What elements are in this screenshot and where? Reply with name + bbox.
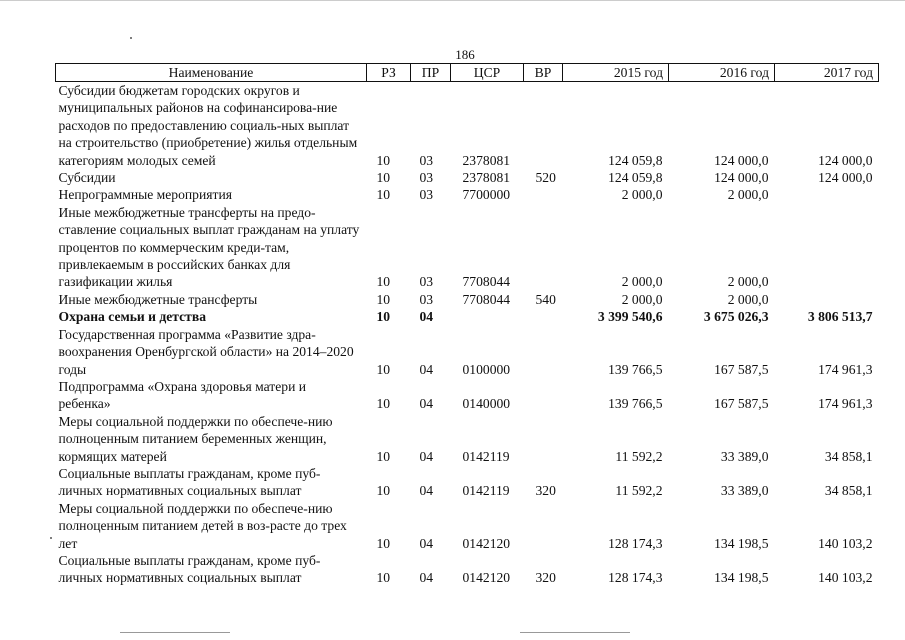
- row-name: Иные межбюджетные трансферты: [58, 291, 258, 307]
- row-amount-2016: 3 675 026,3: [703, 309, 769, 325]
- table-row: [56, 204, 879, 291]
- row-amount-2017: 3 806 513,7: [807, 309, 873, 325]
- row-csr: 0100000: [462, 361, 511, 377]
- row-amount-2016: 134 198,5: [714, 570, 769, 586]
- row-amount-2015: 128 174,3: [608, 535, 663, 551]
- header-2016: 2016 год: [669, 64, 775, 82]
- row-csr: 7708044: [462, 291, 511, 307]
- row-amount-2016: 124 000,0: [714, 152, 769, 168]
- row-rz: 10: [376, 309, 391, 325]
- row-amount-2015: 3 399 540,6: [597, 309, 663, 325]
- row-amount-2016: 2 000,0: [727, 274, 769, 290]
- row-amount-2016: 33 389,0: [720, 483, 769, 499]
- scan-artifact-line: [520, 632, 630, 633]
- header-name: Наименование: [56, 64, 367, 82]
- row-rz: 10: [376, 448, 391, 464]
- row-amount-2015: 124 059,8: [608, 152, 663, 168]
- row-rz: 10: [376, 570, 391, 586]
- row-amount-2016: 33 389,0: [720, 448, 769, 464]
- table-row: [56, 378, 879, 413]
- row-vr: [524, 378, 563, 413]
- row-csr: 0142120: [462, 535, 511, 551]
- row-pr: 04: [419, 309, 434, 325]
- row-amount-2017: [775, 204, 879, 291]
- table-row: [56, 552, 879, 587]
- row-amount-2015: 2 000,0: [621, 187, 663, 203]
- row-vr: [524, 308, 563, 325]
- header-2017: 2017 год: [775, 64, 879, 82]
- row-name: Подпрограмма «Охрана здоровья матери и ребенка»: [58, 378, 307, 412]
- row-amount-2017: 140 103,2: [818, 535, 873, 551]
- row-amount-2017: 124 000,0: [818, 170, 873, 186]
- row-rz: 10: [376, 170, 391, 186]
- row-csr: 7700000: [462, 187, 511, 203]
- row-amount-2015: 139 766,5: [608, 361, 663, 377]
- header-2015: 2015 год: [563, 64, 669, 82]
- row-vr: [524, 500, 563, 552]
- table-row: [56, 291, 879, 308]
- row-vr: [524, 186, 563, 203]
- row-csr: 0140000: [462, 396, 511, 412]
- row-pr: 03: [419, 170, 434, 186]
- row-pr: 04: [419, 483, 434, 499]
- row-amount-2016: 167 587,5: [714, 361, 769, 377]
- row-amount-2015: 2 000,0: [621, 291, 663, 307]
- budget-table: [55, 63, 879, 587]
- table-row: [56, 465, 879, 500]
- table-row: [56, 82, 879, 170]
- row-rz: 10: [376, 396, 391, 412]
- scan-speck: [50, 537, 52, 539]
- table-header-row: [56, 64, 879, 82]
- row-rz: 10: [376, 483, 391, 499]
- table-row: [56, 500, 879, 552]
- row-pr: 04: [419, 396, 434, 412]
- table-row: [56, 326, 879, 378]
- row-amount-2017: [775, 291, 879, 308]
- row-name: Меры социальной поддержки по обеспече-нию полноценным питанием детей в воз-расте до трех лет: [58, 500, 347, 551]
- header-csr: ЦСР: [451, 64, 524, 82]
- row-csr: 7708044: [462, 274, 511, 290]
- header-rz: РЗ: [367, 64, 411, 82]
- row-csr: 2378081: [462, 170, 511, 186]
- row-amount-2015: 124 059,8: [608, 170, 663, 186]
- row-name: Меры социальной поддержки по обеспече-нию полноценным питанием беременных женщин, кормящих матерей: [58, 413, 333, 464]
- row-vr: [524, 413, 563, 465]
- row-name: Иные межбюджетные трансферты на предо-ставление социальных выплат гражданам на уплату процентов по коммерческим креди-там, привлекаемым в российских банках для газификации жилья: [58, 204, 360, 290]
- row-name: Социальные выплаты гражданам, кроме пуб-личных нормативных социальных выплат: [58, 465, 321, 499]
- row-pr: 03: [419, 152, 434, 168]
- row-pr: 03: [419, 291, 434, 307]
- row-amount-2016: 2 000,0: [727, 291, 769, 307]
- row-csr: [451, 308, 524, 325]
- row-name: Охрана семьи и детства: [58, 309, 207, 325]
- scan-artifact-line: [0, 0, 905, 1]
- row-name: Непрограммные мероприятия: [58, 187, 232, 203]
- row-vr: [524, 326, 563, 378]
- row-vr: 320: [535, 483, 556, 499]
- page-number: 186: [455, 47, 475, 62]
- row-amount-2017: 174 961,3: [818, 396, 873, 412]
- row-amount-2017: [775, 186, 879, 203]
- row-amount-2015: 2 000,0: [621, 274, 663, 290]
- row-vr: [524, 204, 563, 291]
- table-row: [56, 308, 879, 325]
- row-amount-2017: 124 000,0: [818, 152, 873, 168]
- row-amount-2015: 139 766,5: [608, 396, 663, 412]
- row-csr: 0142119: [462, 448, 510, 464]
- row-amount-2017: 34 858,1: [824, 483, 873, 499]
- row-rz: 10: [376, 361, 391, 377]
- row-amount-2015: 11 592,2: [615, 448, 663, 464]
- row-pr: 03: [419, 187, 434, 203]
- row-amount-2016: 124 000,0: [714, 170, 769, 186]
- row-amount-2017: 34 858,1: [824, 448, 873, 464]
- table-row: [56, 186, 879, 203]
- row-amount-2017: 140 103,2: [818, 570, 873, 586]
- row-rz: 10: [376, 152, 391, 168]
- row-amount-2016: 134 198,5: [714, 535, 769, 551]
- row-csr: 2378081: [462, 152, 511, 168]
- row-amount-2015: 128 174,3: [608, 570, 663, 586]
- row-pr: 03: [419, 274, 434, 290]
- row-pr: 04: [419, 448, 434, 464]
- row-rz: 10: [376, 187, 391, 203]
- header-pr: ПР: [411, 64, 451, 82]
- row-vr: 540: [535, 291, 556, 307]
- row-vr: 320: [535, 570, 556, 586]
- row-pr: 04: [419, 535, 434, 551]
- scan-artifact-line: [120, 632, 230, 633]
- table-row: [56, 413, 879, 465]
- row-csr: 0142120: [462, 570, 511, 586]
- row-csr: 0142119: [462, 483, 510, 499]
- row-amount-2015: 11 592,2: [615, 483, 663, 499]
- row-amount-2016: 2 000,0: [727, 187, 769, 203]
- scan-speck: [130, 37, 132, 39]
- row-vr: 520: [535, 170, 556, 186]
- row-name: Субсидии: [58, 170, 116, 186]
- row-rz: 10: [376, 535, 391, 551]
- table-row: [56, 169, 879, 186]
- row-name: Социальные выплаты гражданам, кроме пуб-личных нормативных социальных выплат: [58, 552, 321, 586]
- row-vr: [524, 82, 563, 170]
- row-amount-2017: 174 961,3: [818, 361, 873, 377]
- row-pr: 04: [419, 570, 434, 586]
- header-vr: ВР: [524, 64, 563, 82]
- row-name: Государственная программа «Развитие здра-воохранения Оренбургской области» на 2014–2020 годы: [58, 326, 354, 377]
- row-rz: 10: [376, 291, 391, 307]
- row-pr: 04: [419, 361, 434, 377]
- row-name: Субсидии бюджетам городских округов и муниципальных районов на софинансирова-ние расходов по предоставлению социаль-ных выплат на строительство (приобретение) жилья отдельным категориям молодых семей: [58, 83, 358, 168]
- row-rz: 10: [376, 274, 391, 290]
- row-amount-2016: 167 587,5: [714, 396, 769, 412]
